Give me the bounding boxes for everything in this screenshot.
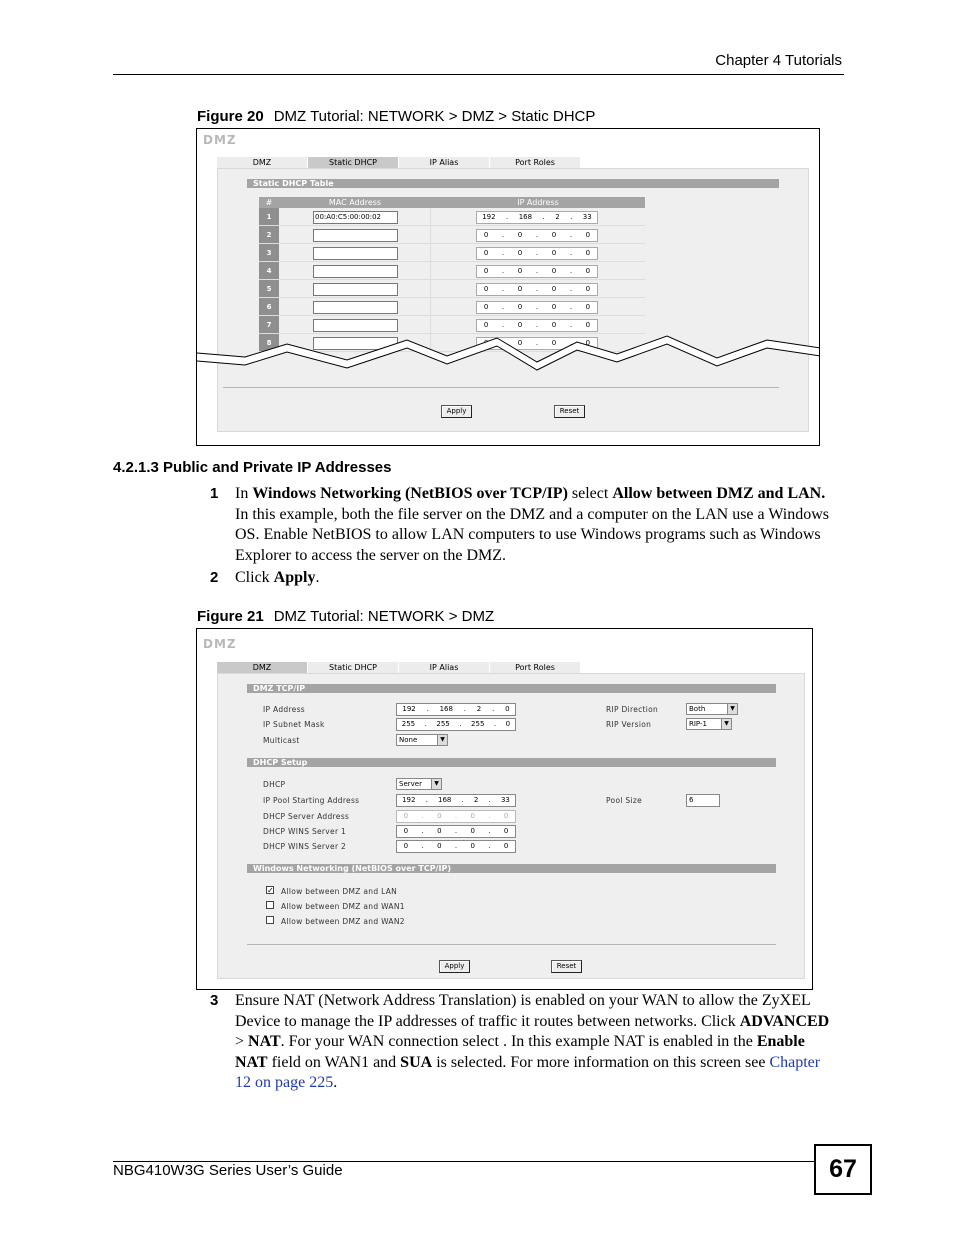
ip-dot: . — [501, 267, 505, 275]
col-mac: MAC Address — [328, 198, 382, 207]
figure-20-caption — [197, 108, 595, 125]
ip-octet: 0 — [483, 303, 489, 311]
ip-dot: . — [535, 303, 539, 311]
dhcp-select[interactable]: Server ▼ — [396, 778, 442, 790]
allow-dmz-wan2-checkbox[interactable] — [266, 916, 274, 924]
figure-20-screenshot — [196, 128, 820, 446]
row-number: 2 — [259, 226, 279, 243]
ip-octet: 0 — [517, 321, 523, 329]
tab-ip-alias[interactable]: IP Alias — [399, 157, 490, 168]
ip-cell — [431, 208, 645, 225]
ip-dot: . — [501, 321, 505, 329]
ip-dot: . — [569, 285, 573, 293]
wins2-field[interactable]: 0 . 0 . 0 . 0 — [396, 840, 516, 853]
ip-octet: 0 — [585, 267, 591, 275]
chevron-down-icon: ▼ — [721, 719, 731, 729]
chapter-12-link[interactable]: Chapter 12 on page 225 — [235, 1053, 821, 1091]
ip-address-label: IP Address — [263, 705, 305, 714]
multicast-select[interactable]: None ▼ — [396, 734, 448, 746]
row-number: 6 — [259, 298, 279, 315]
ip-dot: . — [569, 231, 573, 239]
figure-21-screenshot — [196, 628, 813, 990]
ip-octet: 0 — [551, 231, 557, 239]
ip-address-field[interactable]: 192 . 168 . 2 . 0 — [396, 703, 516, 716]
table-row — [259, 208, 645, 226]
rip-version-select[interactable]: RIP-1 ▼ — [686, 718, 732, 730]
wins1-label: DHCP WINS Server 1 — [263, 827, 347, 836]
ip-octet: 168 — [518, 213, 533, 221]
tab-static-dhcp[interactable]: Static DHCP — [308, 157, 399, 168]
wins2-label: DHCP WINS Server 2 — [263, 842, 347, 851]
ip-octet: 0 — [585, 231, 591, 239]
multicast-label: Multicast — [263, 736, 300, 745]
ip-octet: 0 — [585, 339, 591, 347]
figure-21-label: Figure 21 — [197, 608, 264, 625]
allow-dmz-lan-label: Allow between DMZ and LAN — [281, 887, 398, 896]
ip-octet: 0 — [517, 249, 523, 257]
dmz-screen-title-2: DMZ — [203, 637, 237, 651]
rip-direction-label: RIP Direction — [606, 705, 659, 714]
step-1-text: In Windows Networking (NetBIOS over TCP/IP) select Allow between DMZ and LAN. In this example, both the file server on the DMZ and a computer on the LAN use a Windows OS. Enable NetBIOS to allow LAN computers to use Windows programs such as Windows Explorer to access the server on the DMZ. — [235, 485, 830, 564]
static-dhcp-table — [259, 197, 645, 352]
dhcp-setup-section-bar: DHCP Setup — [247, 758, 776, 767]
rip-direction-select[interactable]: Both ▼ — [686, 703, 738, 715]
pool-size-field[interactable]: 6 — [686, 794, 720, 807]
figure-21-caption — [197, 608, 494, 625]
allow-dmz-wan1-checkbox[interactable] — [266, 901, 274, 909]
mac-cell — [279, 208, 431, 225]
apply-button[interactable]: Apply — [439, 960, 470, 973]
table-row — [259, 298, 645, 316]
ip-octet: 0 — [585, 303, 591, 311]
ip-octet: 33 — [582, 213, 592, 221]
dhcp-label: DHCP — [263, 780, 286, 789]
ip-dot: . — [535, 339, 539, 347]
step-1-number: 1 — [210, 485, 219, 502]
apply-button[interactable]: Apply — [441, 405, 472, 418]
mac-cell — [279, 262, 431, 279]
ip-dot: . — [506, 213, 509, 221]
col-num: # — [265, 198, 273, 207]
ip-octet: 0 — [483, 285, 489, 293]
step-3 — [210, 991, 840, 1094]
tab-dmz[interactable]: DMZ — [217, 662, 308, 673]
ip-octet: 2 — [555, 213, 560, 221]
ip-dot: . — [569, 339, 573, 347]
ip-octet: 0 — [585, 321, 591, 329]
torn-edge-graphic — [197, 334, 820, 384]
ip-dot: . — [535, 231, 539, 239]
ip-dot: . — [569, 321, 573, 329]
mac-address-input[interactable] — [313, 247, 398, 260]
ip-dot: . — [542, 213, 545, 221]
ip-octet: 0 — [585, 285, 591, 293]
ip-octet: 0 — [517, 285, 523, 293]
ip-octet: 0 — [483, 321, 489, 329]
tab-static-dhcp[interactable]: Static DHCP — [308, 662, 399, 673]
ip-dot: . — [570, 213, 573, 221]
ip-dot: . — [535, 267, 539, 275]
subnet-mask-label: IP Subnet Mask — [263, 720, 325, 729]
section-heading: 4.2.1.3 Public and Private IP Addresses — [113, 459, 392, 476]
ip-octet: 0 — [517, 339, 523, 347]
ip-cell — [431, 226, 645, 243]
ip-cell — [431, 298, 645, 315]
ip-dot: . — [535, 249, 539, 257]
ip-dot: . — [501, 249, 505, 257]
tab-bar-2 — [217, 662, 581, 673]
row-number: 7 — [259, 316, 279, 333]
mac-cell — [279, 280, 431, 297]
rip-version-label: RIP Version — [606, 720, 652, 729]
reset-button[interactable]: Reset — [554, 405, 585, 418]
row-number: 4 — [259, 262, 279, 279]
figure-21-caption-text: DMZ Tutorial: NETWORK > DMZ — [273, 608, 495, 625]
chevron-down-icon: ▼ — [431, 779, 441, 789]
ip-octet: 0 — [551, 267, 557, 275]
mac-address-input[interactable] — [313, 265, 398, 278]
mac-address-input[interactable] — [313, 319, 398, 332]
tab-port-roles[interactable]: Port Roles — [490, 662, 581, 673]
row-number: 8 — [259, 334, 279, 351]
reset-button[interactable]: Reset — [551, 960, 582, 973]
row-number: 3 — [259, 244, 279, 261]
netbios-section-bar: Windows Networking (NetBIOS over TCP/IP) — [247, 864, 776, 873]
button-separator — [223, 387, 779, 388]
chevron-down-icon: ▼ — [437, 735, 447, 745]
ip-dot: . — [501, 231, 505, 239]
ip-octet: 0 — [483, 231, 489, 239]
table-row — [259, 280, 645, 298]
footer-guide-title: NBG410W3G Series User’s Guide — [113, 1162, 343, 1179]
ip-address-input[interactable] — [476, 211, 598, 224]
ip-octet: 0 — [483, 267, 489, 275]
step-2 — [210, 568, 840, 589]
step-1 — [210, 484, 840, 566]
ip-address-input[interactable] — [476, 319, 598, 332]
wins1-field[interactable]: 0 . 0 . 0 . 0 — [396, 825, 516, 838]
ip-address-input[interactable] — [476, 247, 598, 260]
dmz-screen-title: DMZ — [203, 133, 237, 147]
tab-port-roles[interactable]: Port Roles — [490, 157, 581, 168]
mac-cell — [279, 226, 431, 243]
mac-address-input[interactable]: 00:A0:C5:00:00:02 — [313, 211, 398, 224]
table-row — [259, 244, 645, 262]
dhcp-server-field[interactable]: 0 . 0 . 0 . 0 — [396, 810, 516, 823]
col-ip: IP Address — [517, 198, 559, 207]
ip-dot: . — [569, 303, 573, 311]
ip-octet: 0 — [517, 231, 523, 239]
ip-address-input[interactable] — [476, 283, 598, 296]
static-dhcp-section-bar: Static DHCP Table — [247, 179, 779, 188]
allow-dmz-wan2-label: Allow between DMZ and WAN2 — [281, 917, 405, 926]
ip-dot: . — [501, 285, 505, 293]
mac-cell — [279, 298, 431, 315]
ip-octet: 0 — [483, 249, 489, 257]
ip-octet: 0 — [551, 303, 557, 311]
ip-octet: 0 — [517, 303, 523, 311]
mac-cell — [279, 316, 431, 333]
button-separator-2 — [247, 944, 776, 945]
mac-address-input[interactable] — [313, 229, 398, 242]
dhcp-server-label: DHCP Server Address — [263, 812, 350, 821]
ip-octet: 0 — [551, 339, 557, 347]
ip-cell — [431, 262, 645, 279]
pool-start-field[interactable]: 192 . 168 . 2 . 33 — [396, 794, 516, 807]
ip-cell — [431, 280, 645, 297]
ip-octet: 0 — [551, 285, 557, 293]
table-row — [259, 316, 645, 334]
ip-octet: 192 — [482, 213, 496, 221]
step-3-number: 3 — [210, 992, 219, 1009]
figure-20-label: Figure 20 — [197, 108, 264, 125]
mac-address-input[interactable] — [313, 301, 398, 314]
page-number: 67 — [814, 1144, 872, 1195]
table-body — [259, 208, 645, 352]
step-2-text: Click Apply. — [235, 569, 320, 586]
header-rule — [113, 74, 844, 75]
ip-address-input[interactable] — [476, 229, 598, 242]
ip-octet: 0 — [585, 249, 591, 257]
pool-size-label: Pool Size — [606, 796, 642, 805]
ip-dot: . — [569, 249, 573, 257]
allow-dmz-lan-checkbox[interactable]: ✓ — [267, 886, 274, 895]
ip-dot: . — [535, 321, 539, 329]
tab-bar — [217, 157, 581, 168]
mac-cell — [279, 244, 431, 261]
ip-octet: 0 — [517, 267, 523, 275]
ip-dot: . — [501, 303, 505, 311]
mac-address-input[interactable] — [313, 283, 398, 296]
figure-20-caption-text: DMZ Tutorial: NETWORK > DMZ > Static DHCP — [273, 108, 596, 125]
allow-dmz-wan1-label: Allow between DMZ and WAN1 — [281, 902, 405, 911]
row-number: 5 — [259, 280, 279, 297]
ip-dot: . — [569, 267, 573, 275]
ip-cell — [431, 316, 645, 333]
step-2-number: 2 — [210, 569, 219, 586]
chapter-header: Chapter 4 Tutorials — [715, 52, 842, 69]
ip-octet: 0 — [551, 249, 557, 257]
row-number: 1 — [259, 208, 279, 225]
table-row — [259, 262, 645, 280]
step-3-text: Ensure NAT (Network Address Translation) is enabled on your WAN to allow the ZyXEL Device to manage the IP addresses of traffic it routes between networks. Click ADVANCED > NAT. For your WAN connection select . In this example NAT is enabled in the Enable NAT field on WAN1 and SUA is selected. For more information on this screen see Chapter 12 on page 225. — [235, 992, 830, 1091]
ip-octet: 0 — [551, 321, 557, 329]
table-row — [259, 226, 645, 244]
ip-dot: . — [535, 285, 539, 293]
pool-start-label: IP Pool Starting Address — [263, 796, 360, 805]
tab-ip-alias[interactable]: IP Alias — [399, 662, 490, 673]
table-header — [259, 197, 645, 208]
ip-cell — [431, 244, 645, 261]
tab-dmz[interactable]: DMZ — [217, 157, 308, 168]
ip-address-input[interactable] — [476, 301, 598, 314]
chevron-down-icon: ▼ — [727, 704, 737, 714]
subnet-mask-field[interactable]: 255 . 255 . 255 . 0 — [396, 718, 516, 731]
ip-address-input[interactable] — [476, 265, 598, 278]
dmz-tcpip-section-bar: DMZ TCP/IP — [247, 684, 776, 693]
